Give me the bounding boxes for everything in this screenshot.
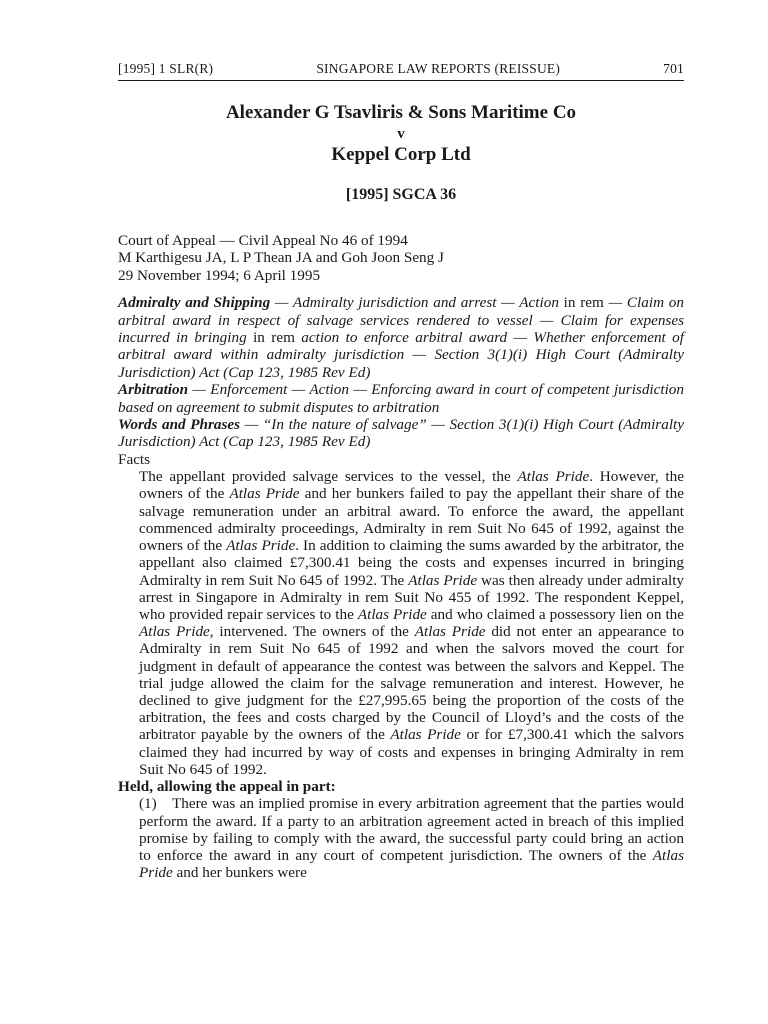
text-run: . In addition to claiming the sums awarded by the arbitrator, the appellant also claimed £7,300.41 being the costs and expenses incurred in bringing Admiralty in rem Suit No 645 of 1992. The	[139, 537, 684, 589]
facts-paragraph	[118, 468, 684, 778]
neutral-citation: [1995] SGCA 36	[345, 186, 457, 203]
report-citation: [1995] 1 SLR(R)	[118, 61, 214, 76]
appellant-name: Alexander G Tsavliris & Sons Maritime Co	[225, 102, 577, 123]
italic-text: — “In the nature of salvage” — Section 3(1)(i) High Court (Admiralty Jurisdiction) Act (Cap 123, 1985 Rev Ed)	[118, 416, 684, 451]
italic-text: Atlas Pride	[139, 846, 684, 882]
catchword-topic: Words and Phrases	[118, 416, 241, 434]
held-text	[139, 795, 684, 881]
text-run: in rem	[253, 329, 295, 347]
versus: v	[397, 126, 405, 142]
italic-text: Atlas Pride	[357, 605, 427, 623]
text-run: The appellant provided salvage services to the vessel, the	[139, 468, 518, 486]
italic-text: Atlas Pride	[517, 468, 590, 486]
report-body	[118, 232, 684, 881]
report-series-title: SINGAPORE LAW REPORTS (REISSUE)	[316, 61, 561, 76]
italic-text: Atlas Pride	[414, 623, 486, 641]
facts-heading: Facts	[118, 450, 151, 468]
italic-text: Atlas Pride	[226, 537, 296, 555]
catchwords	[118, 294, 684, 451]
dates-line: 29 November 1994; 6 April 1995	[118, 266, 321, 284]
running-header	[118, 61, 684, 81]
catchword	[118, 294, 684, 381]
text-run: and her bunkers were	[172, 864, 307, 882]
respondent-name: Keppel Corp Ltd	[331, 144, 471, 165]
italic-text: — Enforcement — Action — Enforcing award in court of competent jurisdiction based on agreement to submit disputes to arbitration	[118, 381, 684, 416]
italic-text: — Admiralty jurisdiction and arrest — Action	[270, 294, 564, 312]
italic-text: Atlas Pride	[408, 571, 478, 589]
held-paragraph	[118, 795, 684, 881]
italic-text: action to enforce arbitral award — Whether enforcement of arbitral award within admiralty jurisdiction — Section 3(1)(i) High Court (Admiralty Jurisdiction) Act (Cap 123, 1985 Rev Ed)	[118, 329, 684, 381]
court-info	[118, 232, 684, 284]
catchword-topic: Admiralty and Shipping	[118, 294, 271, 312]
text-run: was then already under admiralty arrest in Singapore in Admiralty in rem Suit No 455 of 1992. The respondent Keppel, who provided repair services to the	[139, 571, 685, 623]
italic-text: — Claim on arbitral award in respect of salvage services rendered to vessel — Claim for expenses incurred in bringing	[118, 294, 684, 347]
italic-text: Atlas Pride	[139, 623, 210, 641]
held-heading: Held, allowing the appeal in part:	[118, 777, 336, 795]
text-run: in rem	[563, 294, 604, 312]
catchword	[118, 416, 684, 451]
text-run: and who claimed a possessory lien on the	[426, 605, 684, 623]
text-run: or for £7,300.41 which the salvors claimed they had incurred by way of costs and expenses in bringing Admiralty in rem Suit No 645 of 1992.	[139, 726, 684, 778]
held-number: (1)	[139, 795, 157, 813]
text-run: did not enter an appearance to Admiralty in rem Suit No 645 of 1992 and when the salvors moved the court for judgment in default of appearance the contest was between the salvors and Keppel. The trial judge allowed the claim for the salvage remuneration and interest. However, he declined to give judgment for the £27,995.65 being the proportion of the costs of the arbitration, the fees and costs charged by the Council of Lloyd’s and the costs of the arbitrator payable by the owners of the	[139, 623, 684, 744]
italic-text: Atlas Pride	[390, 726, 461, 744]
text-run: , intervened. The owners of the	[209, 623, 415, 641]
catchword	[118, 381, 684, 416]
text-run: There was an implied promise in every arbitration agreement that the parties would perform the award. If a party to an arbitration agreement acted in breach of this implied promise by failing to comply with the award, the successful party could bring an action to enforce the award in any court of competent jurisdiction. The owners of the	[139, 795, 684, 864]
catchword-topic: Arbitration	[118, 381, 189, 399]
case-title-block	[118, 102, 684, 204]
text-run: and her bunkers failed to pay the appellant their share of the salvage remuneration under an arbitral award. To enforce the award, the appellant commenced admiralty proceedings, Admiralty in rem Suit No 645 of 1992, against the owners of the	[139, 485, 684, 555]
judges-line: M Karthigesu JA, L P Thean JA and Goh Joon Seng J	[118, 249, 444, 267]
italic-text: Atlas Pride	[229, 485, 300, 503]
text-run: . However, the owners of the	[139, 468, 684, 503]
page-number: 701	[663, 61, 684, 76]
court-line: Court of Appeal — Civil Appeal No 46 of 1994	[118, 232, 408, 249]
